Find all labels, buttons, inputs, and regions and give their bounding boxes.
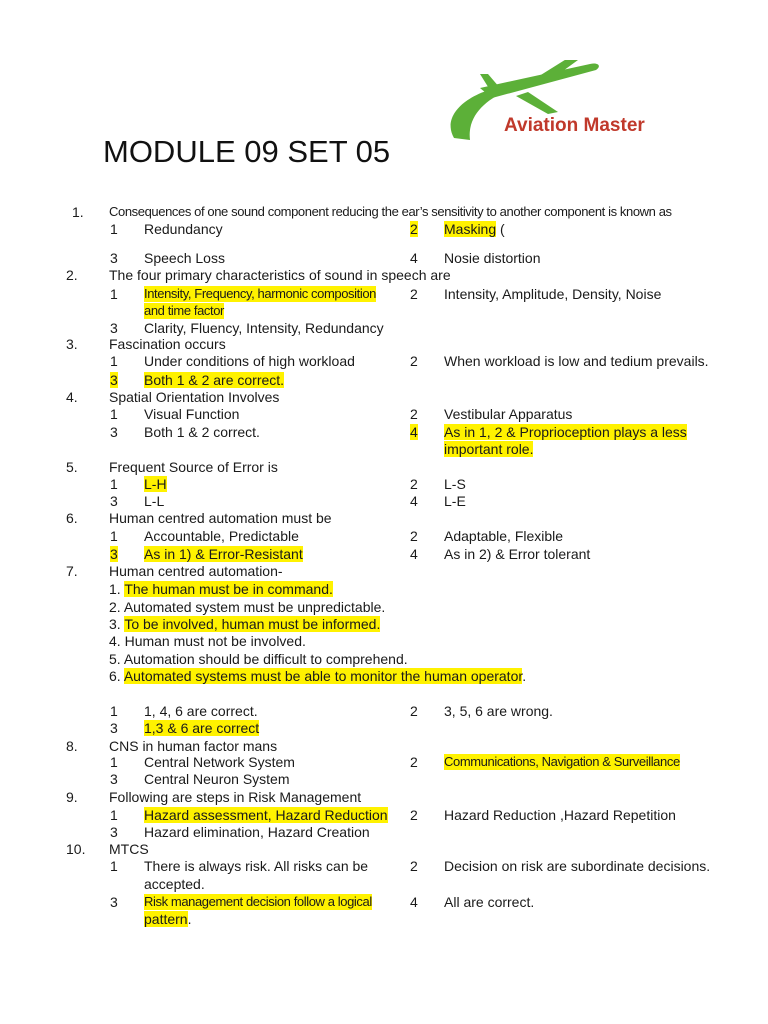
option-number: 3 <box>110 250 118 266</box>
option-number: 1 <box>110 286 118 302</box>
option-text: L-E <box>444 493 466 509</box>
question-text: The four primary characteristics of sound in speech are <box>109 267 451 283</box>
option-number: 3 <box>110 320 118 336</box>
option-number: 4 <box>410 250 418 266</box>
question-text: Human centred automation- <box>109 563 283 579</box>
statement-text: Human must not be involved. <box>124 633 306 649</box>
option-text: Decision on risk are subordinate decisions. <box>444 858 711 874</box>
option-number: 2 <box>410 703 418 719</box>
option-text-answer-cont <box>144 911 191 927</box>
option-number: 3 <box>110 720 118 736</box>
question-text: Spatial Orientation Involves <box>109 389 280 405</box>
option-text: Clarity, Fluency, Intensity, Redundancy <box>144 320 384 336</box>
option-text: There is always risk. All risks can be <box>144 858 369 874</box>
option-text: Vestibular Apparatus <box>444 406 573 422</box>
option-number: 1 <box>110 476 118 492</box>
option-text: L-L <box>144 493 165 509</box>
question-text: Frequent Source of Error is <box>109 459 278 475</box>
statement-number: 1. <box>109 581 121 597</box>
option-number: 1 <box>110 807 118 823</box>
option-text: Speech Loss <box>144 250 225 266</box>
question-text: MTCS <box>109 841 149 857</box>
option-number: 4 <box>410 493 418 509</box>
option-text: Adaptable, Flexible <box>444 528 564 544</box>
option-number: 3 <box>110 493 118 509</box>
option-text-answer: Communications, Navigation & Surveillance <box>444 754 680 769</box>
question-number: 10. <box>66 841 86 857</box>
option-text: Under conditions of high workload <box>144 353 355 369</box>
statement-text-highlight: The human must be in command. <box>124 581 333 597</box>
statement-number: 4. <box>109 633 121 649</box>
question-number: 8. <box>66 738 78 754</box>
option-text-answer: As in 1) & Error-Resistant <box>144 546 303 562</box>
option-number: 1 <box>110 406 118 422</box>
question-number: 6. <box>66 510 78 526</box>
question-number: 1. <box>72 204 84 220</box>
question-number: 3. <box>66 336 78 352</box>
option-text-answer: L-H <box>144 476 167 492</box>
option-number: 2 <box>410 286 418 302</box>
statement-text: Automated system must be unpredictable. <box>123 599 386 615</box>
statement-text-highlight: Automated systems must be able to monitor the human operator <box>123 668 523 684</box>
question-number: 4. <box>66 389 78 405</box>
option-number: 4 <box>410 546 418 562</box>
option-text: Central Neuron System <box>144 771 290 787</box>
option-number: 1 <box>110 353 118 369</box>
option-text-answer-cont: important role. <box>444 441 534 457</box>
option-number: 3 <box>110 546 118 562</box>
option-number: 3 <box>110 824 118 840</box>
statement-trailing-period: . <box>522 668 527 684</box>
question-text: Fascination occurs <box>109 336 226 352</box>
aviation-master-logo <box>440 60 664 156</box>
option-number: 2 <box>410 754 418 770</box>
option-number: 3 <box>110 894 118 910</box>
option-number: 3 <box>110 771 118 787</box>
option-text: 3, 5, 6 are wrong. <box>444 703 553 719</box>
option-number: 1 <box>110 221 118 237</box>
option-text: When workload is low and tedium prevails. <box>444 353 709 369</box>
question-text: Consequences of one sound component reducing the ear’s sensitivity to another component is known as <box>109 204 672 219</box>
option-text: Redundancy <box>144 221 223 237</box>
option-number: 2 <box>410 858 418 874</box>
option-text: Central Network System <box>144 754 295 770</box>
option-text: L-S <box>444 476 466 492</box>
option-text-answer: Risk management decision follow a logical <box>144 894 372 909</box>
statement-number: 2. <box>109 599 121 615</box>
option-text: Hazard elimination, Hazard Creation <box>144 824 370 840</box>
statement-number: 3. <box>109 616 121 632</box>
statement <box>109 668 526 684</box>
statement-text: Automation should be difficult to comprehend. <box>123 651 408 667</box>
question-text: Human centred automation must be <box>109 510 332 526</box>
option-number: 2 <box>410 221 418 237</box>
option-number: 2 <box>410 528 418 544</box>
statement <box>109 599 385 615</box>
option-text-answer: Intensity, Frequency, harmonic composition <box>144 286 376 301</box>
option-trailing-period: . <box>187 911 192 927</box>
question-number: 5. <box>66 459 78 475</box>
statement <box>109 633 306 649</box>
option-text-cont: accepted. <box>144 876 205 892</box>
option-number: 1 <box>110 858 118 874</box>
option-number: 3 <box>110 424 118 440</box>
statement <box>109 616 380 632</box>
option-text: Nosie distortion <box>444 250 541 266</box>
option-text: Intensity, Amplitude, Density, Noise <box>444 286 662 302</box>
logo-text: Aviation Master <box>504 115 645 136</box>
statement-number: 5. <box>109 651 121 667</box>
option-text: Accountable, Predictable <box>144 528 299 544</box>
statement <box>109 581 333 597</box>
option-number: 2 <box>410 353 418 369</box>
option-text-answer: Masking ( <box>444 221 505 237</box>
option-text: Visual Function <box>144 406 240 422</box>
question-number: 7. <box>66 563 78 579</box>
question-number: 9. <box>66 789 78 805</box>
statement-text-highlight: To be involved, human must be informed. <box>124 616 381 632</box>
option-number: 4 <box>410 424 418 440</box>
option-number: 2 <box>410 476 418 492</box>
statement <box>109 651 408 667</box>
question-number: 2. <box>66 267 78 283</box>
question-text: Following are steps in Risk Management <box>109 789 362 805</box>
option-text: Both 1 & 2 correct. <box>144 424 260 440</box>
question-text: CNS in human factor mans <box>109 738 278 754</box>
option-number: 3 <box>110 372 118 388</box>
statement-number: 6. <box>109 668 121 684</box>
option-number: 1 <box>110 703 118 719</box>
option-number: 4 <box>410 894 418 910</box>
option-number: 1 <box>110 528 118 544</box>
option-text-answer: As in 1, 2 & Proprioception plays a less <box>444 424 687 440</box>
option-text: All are correct. <box>444 894 535 910</box>
option-text: 1, 4, 6 are correct. <box>144 703 258 719</box>
option-text-answer: Both 1 & 2 are correct. <box>144 372 285 388</box>
option-text-answer: Hazard assessment, Hazard Reduction <box>144 807 388 823</box>
option-number: 2 <box>410 406 418 422</box>
option-text: Hazard Reduction ,Hazard Repetition <box>444 807 676 823</box>
option-text-answer: 1,3 & 6 are correct <box>144 720 260 736</box>
option-text-answer-highlight: pattern <box>144 911 188 927</box>
option-number: 1 <box>110 754 118 770</box>
page-title: MODULE 09 SET 05 <box>103 134 391 169</box>
airplane-icon <box>440 60 664 156</box>
option-text-answer-cont: and time factor <box>144 303 224 318</box>
option-number: 2 <box>410 807 418 823</box>
option-text: As in 2) & Error tolerant <box>444 546 591 562</box>
